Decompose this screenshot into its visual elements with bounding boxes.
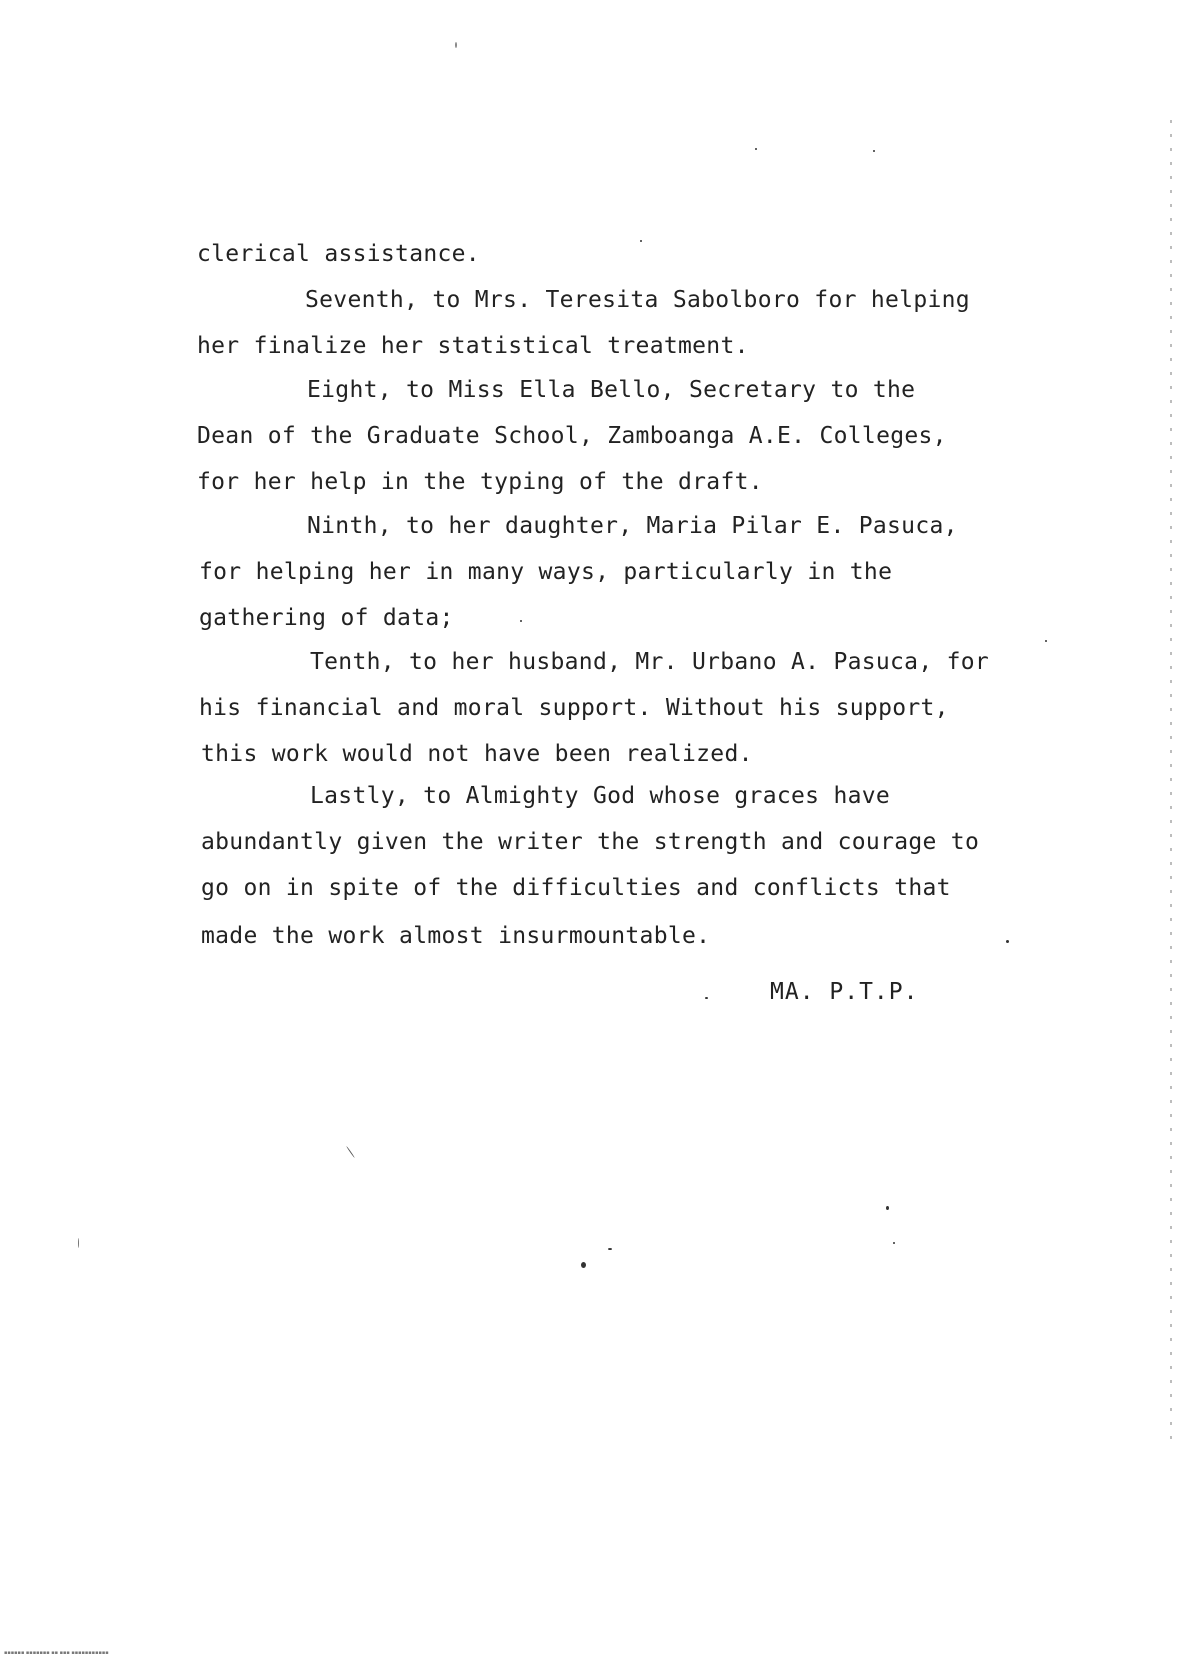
text-line: her finalize her statistical treatment. xyxy=(197,333,749,359)
scan-speck xyxy=(893,1242,895,1244)
scan-speck xyxy=(640,240,642,242)
scan-speck xyxy=(873,150,875,152)
scan-speck xyxy=(705,997,708,999)
scan-speck xyxy=(78,1238,79,1248)
text-line: Eight, to Miss Ella Bello, Secretary to the xyxy=(307,377,916,403)
scan-footer: ▪▪▪▪▪▪ ▪▪▪▪▪▪▪ ▪▪ ▪▪▪ ▪▪▪▪▪▪▪▪▪▪▪ xyxy=(4,1650,109,1656)
signature-initials: MA. P.T.P. xyxy=(770,979,919,1005)
scan-edge-marks xyxy=(1170,120,1172,1440)
text-line: Tenth, to her husband, Mr. Urbano A. Pasuca, for xyxy=(310,649,990,675)
scan-speck xyxy=(455,42,457,48)
text-line: abundantly given the writer the strength and courage to xyxy=(201,829,980,855)
text-line: his financial and moral support. Without his support, xyxy=(199,695,949,721)
text-line: this work would not have been realized. xyxy=(201,741,753,767)
scan-speck xyxy=(1006,940,1009,943)
text-line: Ninth, to her daughter, Maria Pilar E. Pasuca, xyxy=(307,513,958,539)
scan-speck xyxy=(608,1248,612,1250)
text-line: go on in spite of the difficulties and conflicts that xyxy=(201,875,951,901)
scan-speck xyxy=(520,620,522,622)
text-line: Seventh, to Mrs. Teresita Sabolboro for helping xyxy=(305,287,970,313)
scan-speck xyxy=(581,1262,586,1268)
scan-speck xyxy=(346,1146,355,1158)
text-line: made the work almost insurmountable. xyxy=(201,923,711,949)
text-line: clerical assistance. xyxy=(197,241,480,267)
text-line: Dean of the Graduate School, Zamboanga A.E. Colleges, xyxy=(197,423,947,449)
scan-speck xyxy=(886,1206,889,1210)
scan-speck xyxy=(755,148,757,150)
text-line: for her help in the typing of the draft. xyxy=(197,469,763,495)
text-line: Lastly, to Almighty God whose graces have xyxy=(310,783,891,809)
scan-speck xyxy=(1045,640,1047,642)
text-line: for helping her in many ways, particularly in the xyxy=(199,559,893,585)
text-line: gathering of data; xyxy=(199,605,454,631)
